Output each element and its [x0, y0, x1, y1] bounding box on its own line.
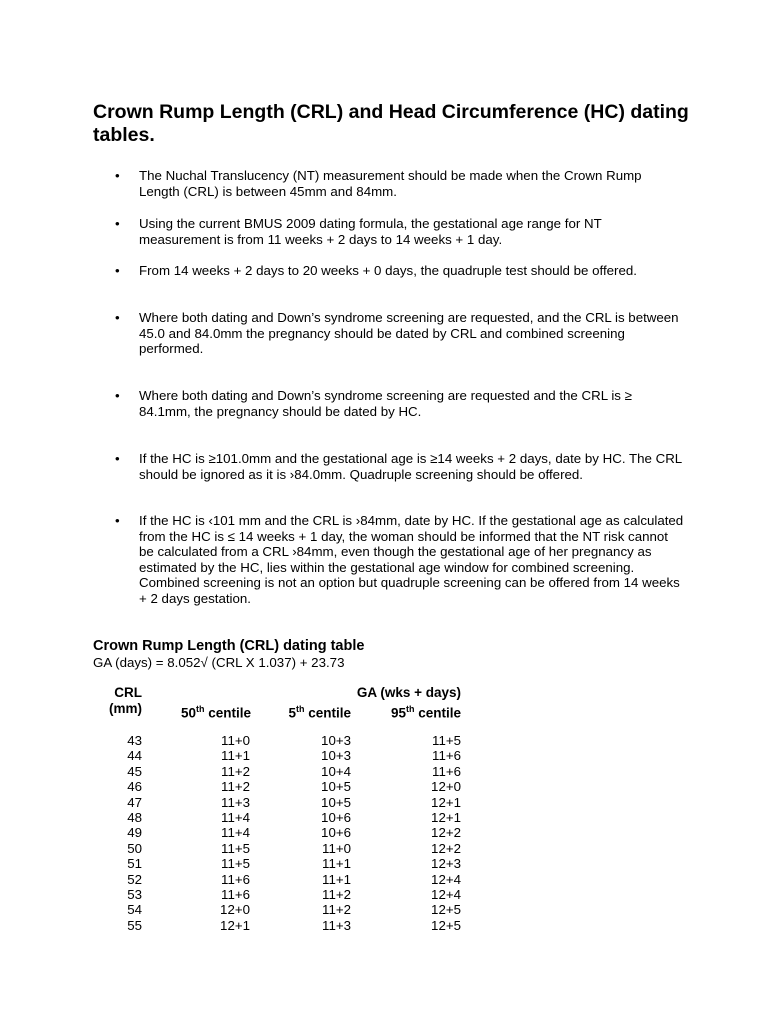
table-cell: 11+0	[221, 733, 250, 748]
centile-5-column	[280, 733, 351, 933]
table-cell: 10+3	[321, 748, 351, 764]
table-cell: 52	[127, 871, 142, 887]
table-cell: 12+2	[431, 825, 461, 841]
header-crl: CRL	[114, 685, 142, 700]
table-cell: 11+6	[432, 748, 461, 764]
table-cell: 12+1	[220, 917, 250, 933]
table-cell: 11+1	[322, 871, 351, 887]
bullet-icon: •	[115, 513, 120, 528]
header-50th-centile: 50th centile	[180, 704, 251, 721]
table-cell: 12+5	[431, 917, 461, 933]
centile-95-column	[390, 733, 461, 933]
table-cell: 11+5	[432, 733, 461, 748]
crl-table-heading: Crown Rump Length (CRL) dating table	[93, 638, 365, 654]
table-cell: 11+1	[221, 748, 250, 764]
crl-column	[80, 733, 142, 933]
table-cell: 11+0	[322, 840, 351, 856]
table-cell: 11+4	[221, 825, 250, 841]
bullet-icon: •	[115, 451, 120, 466]
centile-50-column	[180, 733, 250, 933]
list-item-text: The Nuchal Translucency (NT) measurement should be made when the Crown Rump Length (CRL) is between 45mm and 84mm.	[139, 168, 642, 199]
table-cell: 12+5	[431, 902, 461, 918]
table-cell: 12+3	[431, 856, 461, 872]
table-cell: 10+3	[321, 733, 351, 748]
table-cell: 54	[127, 902, 142, 918]
header-5th-centile: 5th centile	[288, 704, 351, 721]
table-cell: 11+5	[221, 840, 250, 856]
bullet-icon: •	[115, 168, 120, 183]
table-cell: 11+2	[221, 763, 250, 779]
table-cell: 11+5	[221, 856, 250, 872]
table-cell: 11+6	[221, 871, 250, 887]
list-item-text: From 14 weeks + 2 days to 20 weeks + 0 days, the quadruple test should be offered.	[139, 263, 637, 278]
table-cell: 45	[127, 763, 142, 779]
header-95th-centile: 95th centile	[390, 704, 461, 721]
bullet-icon: •	[115, 263, 120, 278]
table-cell: 12+0	[220, 902, 250, 918]
bullet-icon: •	[115, 388, 120, 403]
table-cell: 12+2	[431, 840, 461, 856]
list-item-text: If the HC is ‹101 mm and the CRL is ›84mm, date by HC. If the gestational age as calculated from the HC is ≤ 14 weeks + 1 day, the woman should be informed that the NT risk cannot be calculated from a CRL ›84mm, even though the gestational age of her pregnancy as estimated by the HC, lies within the gestational age window for combined screening. Combined screening is not an option but quadruple screening can be offered from 14 weeks + 2 days gestation.	[139, 513, 684, 606]
bullet-icon: •	[115, 216, 120, 231]
list-item-text: Using the current BMUS 2009 dating formula, the gestational age range for NT measurement is from 11 weeks + 2 days to 14 weeks + 1 day.	[139, 216, 602, 247]
table-cell: 49	[127, 825, 142, 841]
table-cell: 10+5	[321, 794, 351, 810]
ga-formula: GA (days) = 8.052√ (CRL X 1.037) + 23.73	[93, 655, 345, 670]
table-cell: 44	[127, 748, 142, 764]
table-cell: 43	[127, 733, 142, 748]
list-item-text: If the HC is ≥101.0mm and the gestational age is ≥14 weeks + 2 days, date by HC. The CRL should be ignored as it is ›84.0mm. Quadruple screening should be offered.	[139, 451, 682, 482]
table-cell: 12+1	[431, 794, 461, 810]
document-title: Crown Rump Length (CRL) and Head Circumference (HC) dating tables.	[93, 101, 689, 146]
table-cell: 48	[127, 809, 142, 825]
table-cell: 10+6	[321, 825, 351, 841]
table-cell: 53	[127, 886, 142, 902]
table-cell: 47	[127, 794, 142, 810]
table-cell: 11+2	[322, 886, 351, 902]
table-cell: 11+6	[432, 763, 461, 779]
bullet-icon: •	[115, 310, 120, 325]
table-cell: 12+4	[431, 871, 461, 887]
table-cell: 10+4	[321, 763, 351, 779]
table-cell: 11+3	[221, 794, 250, 810]
table-cell: 10+5	[321, 779, 351, 795]
table-cell: 11+1	[322, 856, 351, 872]
list-item-text: Where both dating and Down’s syndrome screening are requested and the CRL is ≥ 84.1mm, the pregnancy should be dated by HC.	[139, 388, 632, 419]
table-cell: 10+6	[321, 809, 351, 825]
table-cell: 11+4	[221, 809, 250, 825]
table-cell: 46	[127, 779, 142, 795]
list-item-text: Where both dating and Down’s syndrome screening are requested, and the CRL is between 45.0 and 84.0mm the pregnancy should be dated by CRL and combined screening performed.	[139, 310, 679, 356]
table-cell: 12+4	[431, 886, 461, 902]
table-cell: 50	[127, 840, 142, 856]
table-cell: 12+1	[431, 809, 461, 825]
table-cell: 11+6	[221, 886, 250, 902]
header-ga: GA (wks + days)	[356, 685, 461, 700]
table-cell: 12+0	[431, 779, 461, 795]
header-mm: (mm)	[109, 701, 142, 716]
table-cell: 11+2	[221, 779, 250, 795]
table-cell: 51	[127, 856, 142, 872]
table-cell: 11+2	[322, 902, 351, 918]
table-cell: 55	[127, 917, 142, 933]
table-cell: 11+3	[322, 917, 351, 933]
